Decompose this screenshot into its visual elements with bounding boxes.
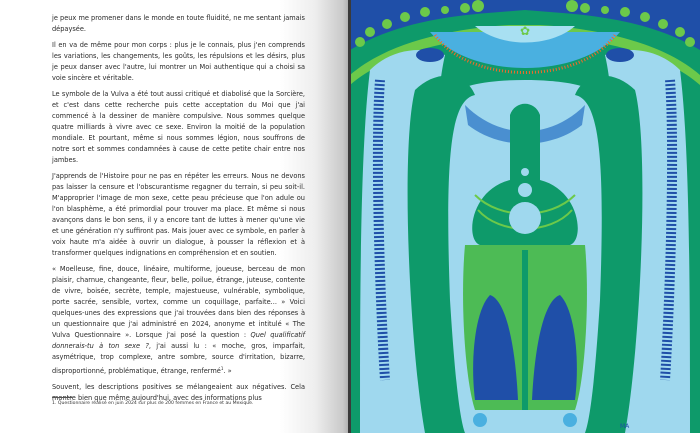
signature: MA xyxy=(620,423,630,430)
paragraph: je peux me promener dans le monde en toute fluidité, ne me sentant jamais dépaysée. xyxy=(52,14,305,33)
footnote-reference: 1 xyxy=(220,366,224,371)
orb xyxy=(518,183,532,197)
orb xyxy=(521,168,529,176)
lotus-icon: ✿ xyxy=(519,24,531,38)
illustration-page xyxy=(350,0,700,433)
footnote: 1. Questionnaire réalisé en juin 2024 sur plus de 200 femmes en France et au Mexique. xyxy=(52,401,254,406)
quote-text: « Moelleuse, fine, douce, linéaire, multiforme, joueuse, berceau de mon plaisir, charnue, changeante, fleur, belle, poilue, étrange, juteuse, contente de vivre, boisée, secrète, temple, majestueuse, vulnérable, symbolique, porte sacrée, sensible, vortex, comme un coquillage, parfaite... » Voici quelques-unes des expressions que j'ai trouvées dans bien des réponses à un questionnaire que j'ai administré en 2024, anonyme et intitulé « The Vulva Questionnaire ». Lorsque j'ai posé la question : xyxy=(52,265,305,339)
vulva-illustration xyxy=(350,0,700,433)
paragraph: Souvent, les descriptions positives se mélangeaient aux négatives. Cela montre bien que même aujourd'hui, avec des informations plus xyxy=(52,383,305,403)
body-text xyxy=(52,13,305,409)
orb xyxy=(563,413,577,427)
right-serpent-head xyxy=(606,48,634,62)
paragraph: Le symbole de la Vulva a été tout aussi critiqué et diabolisé que la Sorcière, et c'est dans cette recherche puis cette acceptation du Moi que j'ai commencé à la dessiner de manière compulsive. Nous sommes quelque quatre milliards à vivre avec ce sexe. Environ la moitié de la population mondiale. Et pourtant, même si nous sommes légion, nous souffrons de notre sort et sommes condamnées à cause de cette petite chair entre nos jambes. xyxy=(52,90,305,164)
book-spine xyxy=(348,0,351,433)
question-italic: Quel qualificatif donnerais-tu à ton sexe ? xyxy=(52,331,305,350)
quote-text: , j'ai aussi lu : « moche, gros, imparfait, asymétrique, trop complexe, antre sombre, source d'irritation, bizarre, disproportionné, problématique, étrange, renfermé xyxy=(52,342,305,376)
paragraph: Il en va de même pour mon corps : plus je le connais, plus j'en comprends les variations, les changements, les goûts, les répulsions et les désirs, plus je peux danser avec l'autre, lui montrer un Moi authentique qui a choisi sa voie sincère et véritable. xyxy=(52,41,305,82)
footnote-divider xyxy=(52,397,72,398)
orb xyxy=(509,202,541,234)
quote-paragraph xyxy=(52,264,305,377)
quote-text: . » xyxy=(223,367,232,376)
left-serpent-head xyxy=(416,48,444,62)
paragraph: J'apprends de l'Histoire pour ne pas en répéter les erreurs. Nous ne devons pas laisser la censure et l'obscurantisme regagner du terrain, si peu soit-il. M'approprier l'image de mon sexe, cette peau précieuse que l'on adule ou l'on blasphème, a été primordial pour trouver ma place. Et même si nous avançons dans le bon sens, il y a encore tant de luttes à mener qu'une vie et une génération n'y suffiront pas. Mais jouer avec ce symbole, en parler à voix haute m'a aidée à ouvrir un dialogue, à pousser la réflexion et à transformer quelques indignations en compréhension et en soutien. xyxy=(52,172,305,257)
orb xyxy=(473,413,487,427)
center-line xyxy=(522,250,528,410)
